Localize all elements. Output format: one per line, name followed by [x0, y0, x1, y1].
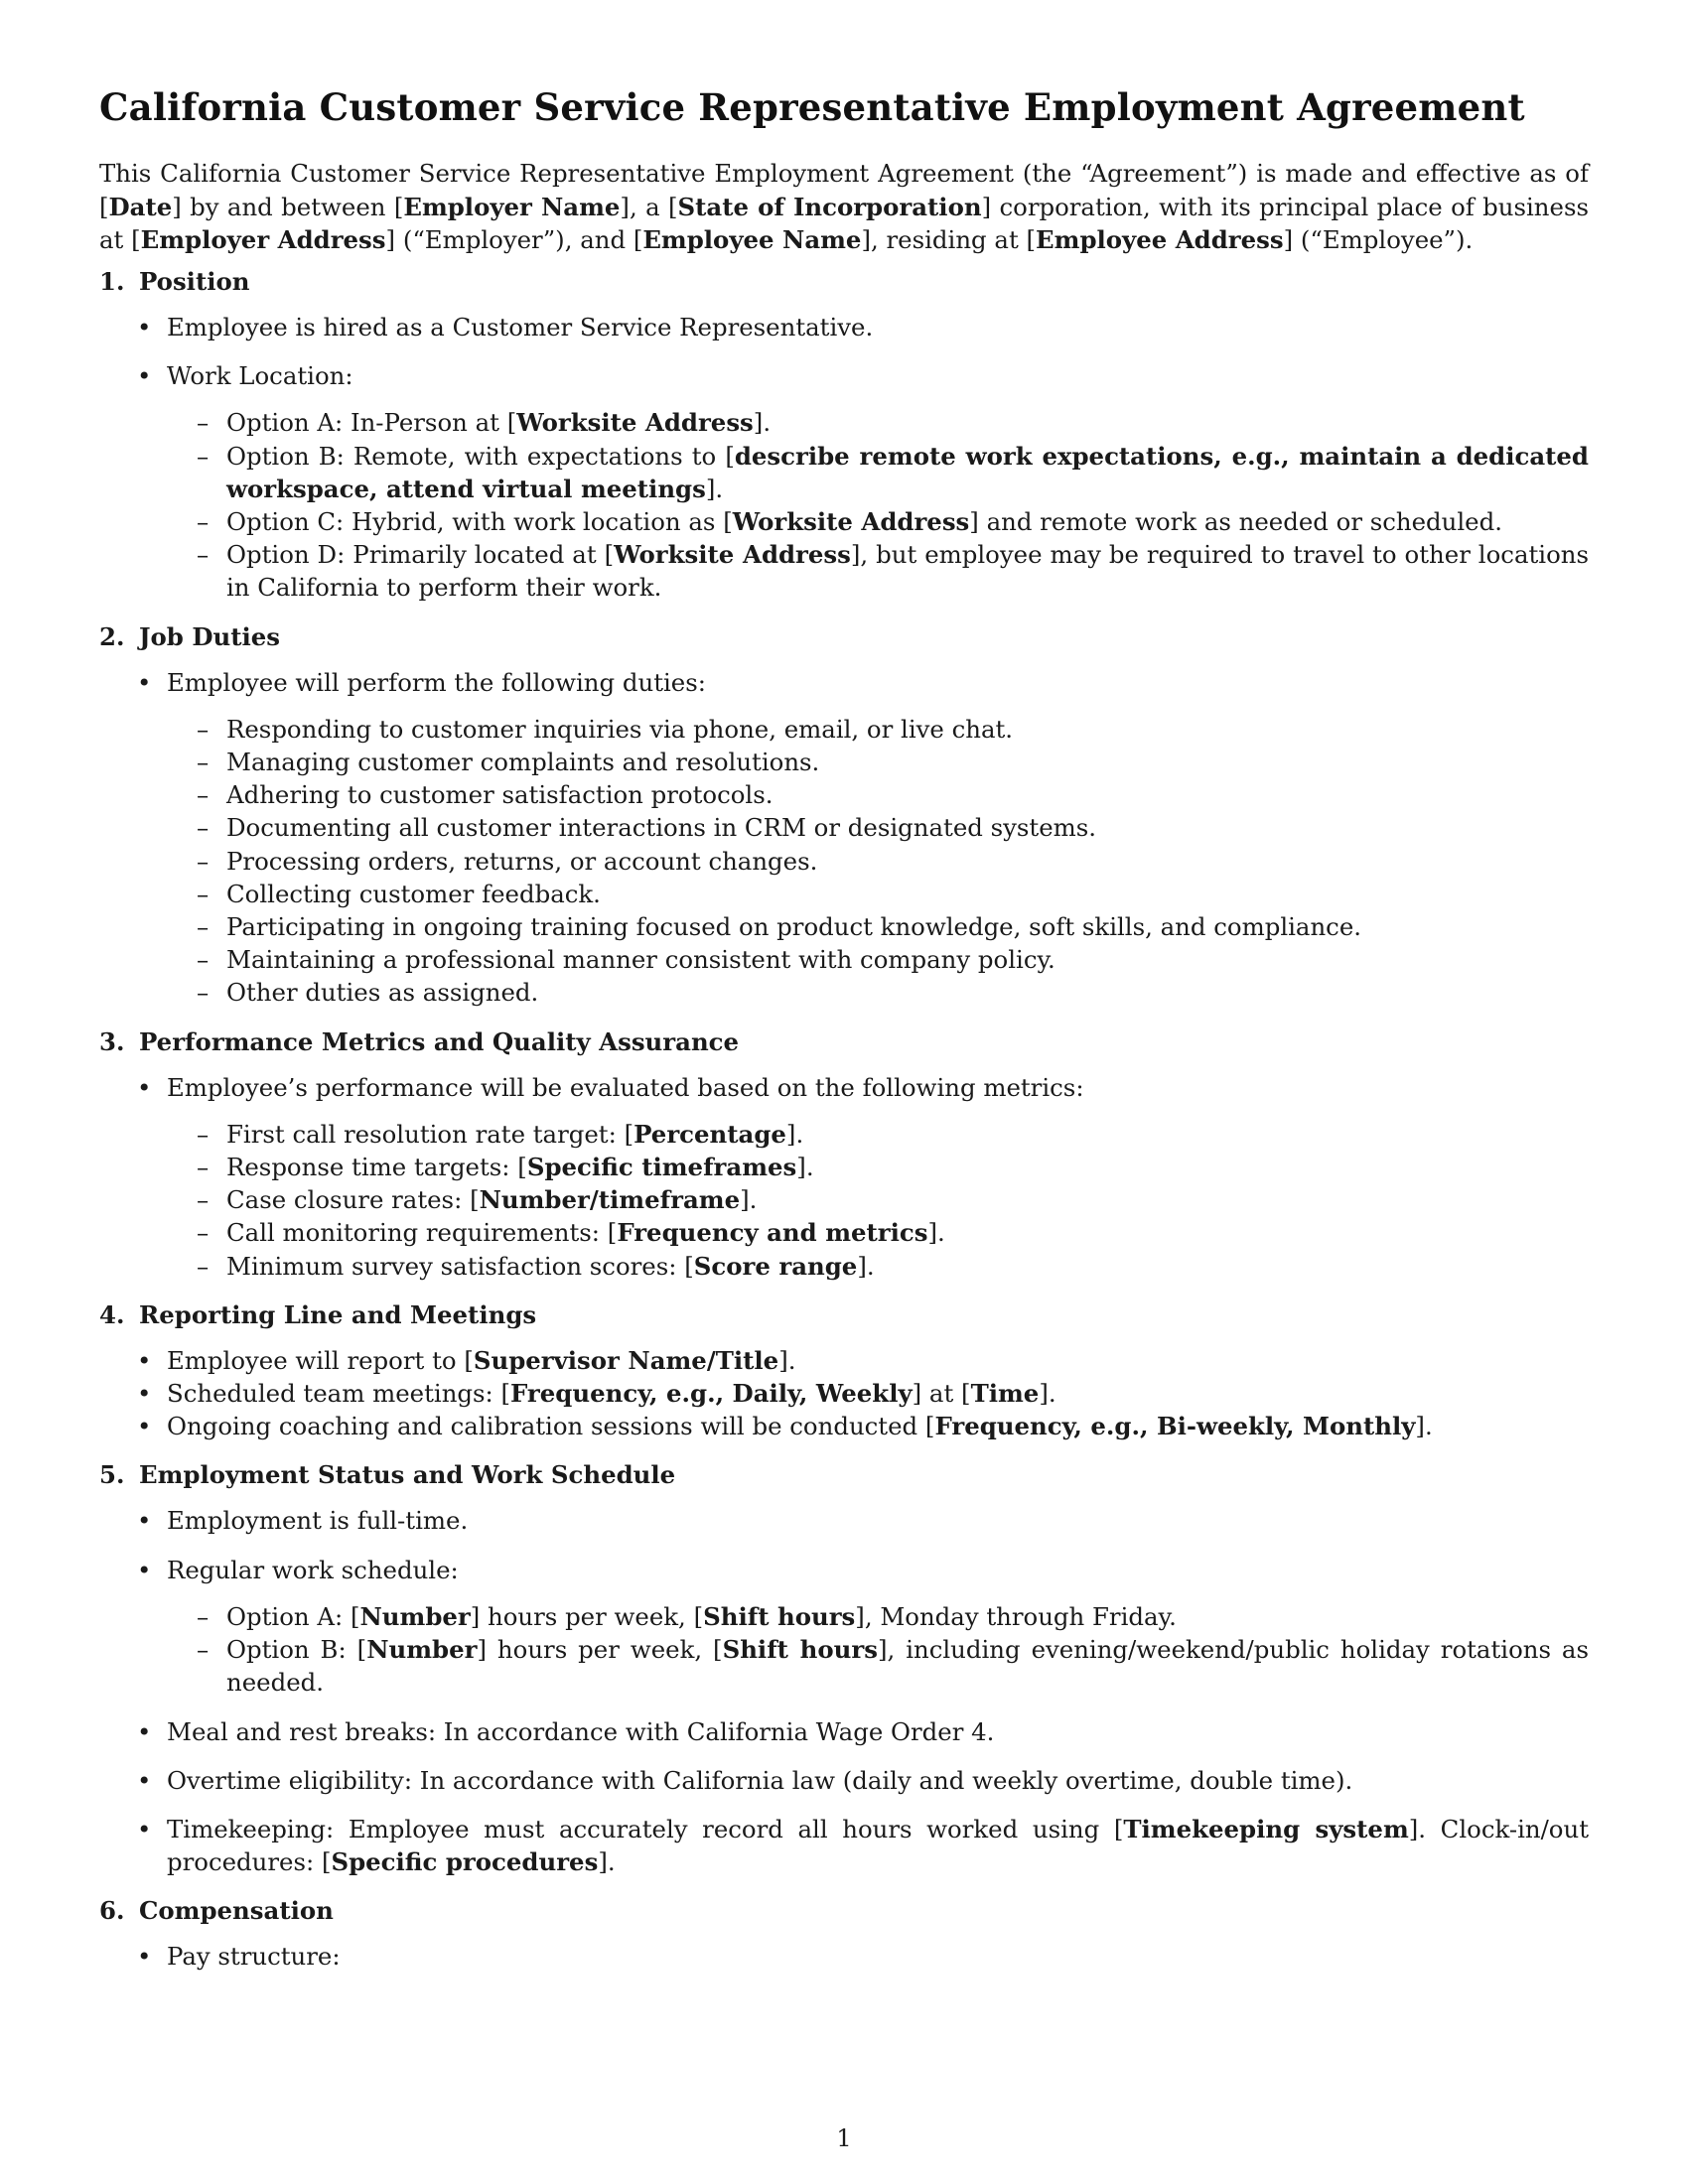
document-title: California Customer Service Representative Employment Agreement: [99, 85, 1525, 129]
list-item: – Option A: [Number] hours per week, [Shift hours], Monday through Friday.: [197, 1600, 1589, 1633]
list-item: • Employee’s performance will be evaluated based on the following metrics: – First call resolution rate target: [Percentage]. – Response time targets: [Specific timeframes]. – Case closure rates: [Number/timeframe]. – Call monitoring requirements: [Frequency and metrics]. – Minimum survey satisfaction scores: [Score range].: [127, 1071, 1589, 1283]
employee-address-field: Employee Address: [1036, 224, 1284, 254]
list-item: • Regular work schedule: – Option A: [Number] hours per week, [Shift hours], Monday through Friday. – Option B: [Number] hours per week, [Shift hours], including evening/weekend/public holiday rotations as needed.: [127, 1554, 1589, 1700]
metric-item: – First call resolution rate target: [Percentage].: [197, 1118, 1589, 1151]
list-item: – Option C: Hybrid, with work location as [Worksite Address] and remote work as needed or scheduled.: [197, 505, 1589, 538]
duty-item: – Collecting customer feedback.: [197, 878, 1589, 910]
list-item: • Employee will report to [Supervisor Name/Title].: [127, 1344, 1589, 1377]
section-position: [99, 265, 1589, 605]
page-number: 1: [836, 2124, 852, 2152]
list-item: • Meal and rest breaks: In accordance with California Wage Order 4.: [127, 1715, 1589, 1748]
date-field: Date: [108, 192, 173, 221]
employer-address-field: Employer Address: [140, 224, 386, 254]
list-item: • Scheduled team meetings: [Frequency, e.g., Daily, Weekly] at [Time].: [127, 1377, 1589, 1410]
list-item: • Work Location: – Option A: In-Person at [Worksite Address]. – Option B: Remote, with expectations to [describe remote work expectations, e.g., maintain a dedicated workspace, attend virtual meetings]. – Option C: Hybrid, with work location as [Worksite Address] and remote work as needed or scheduled. – Option D: Primarily located at [Worksite Address], but employee may be required to travel to other locations in California to perform their work.: [127, 359, 1589, 604]
section-heading: 2. Job Duties: [99, 621, 281, 651]
list-item: • Overtime eligibility: In accordance with California law (daily and weekly overtime, double time).: [127, 1764, 1589, 1797]
section-performance-metrics: [99, 1025, 1589, 1283]
metric-item: – Response time targets: [Specific timeframes].: [197, 1151, 1589, 1183]
metric-item: – Minimum survey satisfaction scores: [Score range].: [197, 1250, 1589, 1283]
employee-name-field: Employee Name: [642, 224, 862, 254]
duty-item: – Adhering to customer satisfaction protocols.: [197, 778, 1589, 811]
section-employment-status: [99, 1458, 1589, 1878]
metric-item: – Case closure rates: [Number/timeframe].: [197, 1183, 1589, 1216]
list-item: • Ongoing coaching and calibration sessions will be conducted [Frequency, e.g., Bi-weekly, Monthly].: [127, 1410, 1589, 1442]
duty-item: – Managing customer complaints and resolutions.: [197, 746, 1589, 778]
section-compensation: [99, 1894, 1589, 1973]
metric-item: – Call monitoring requirements: [Frequency and metrics].: [197, 1216, 1589, 1249]
intro-paragraph: This California Customer Service Representative Employment Agreement (the “Agreement”) is made and effective as of [Date] by and between [Employer Name], a [State of Incorporation] corporation, with its principal place of business at [Employer Address] (“Employer”), and [Employee Name], residing at [Employee Address] (“Employee”).: [99, 159, 1589, 254]
section-heading: 3. Performance Metrics and Quality Assurance: [99, 1026, 740, 1056]
duty-item: – Participating in ongoing training focused on product knowledge, soft skills, and compliance.: [197, 910, 1589, 943]
duty-item: – Documenting all customer interactions in CRM or designated systems.: [197, 811, 1589, 844]
section-heading: 5. Employment Status and Work Schedule: [99, 1460, 676, 1490]
list-item: – Option D: Primarily located at [Worksite Address], but employee may be required to travel to other locations in California to perform their work.: [197, 538, 1589, 604]
list-item: – Option B: Remote, with expectations to [describe remote work expectations, e.g., maintain a dedicated workspace, attend virtual meetings].: [197, 440, 1589, 505]
state-field: State of Incorporation: [677, 192, 982, 221]
duty-item: – Maintaining a professional manner consistent with company policy.: [197, 943, 1589, 976]
duty-item: – Responding to customer inquiries via phone, email, or live chat.: [197, 713, 1589, 746]
section-heading: 6. Compensation: [99, 1896, 334, 1926]
section-job-duties: [99, 620, 1589, 1010]
list-item: • Pay structure:: [127, 1940, 1589, 1973]
list-item: • Employment is full-time.: [127, 1504, 1589, 1537]
list-item: • Timekeeping: Employee must accurately record all hours worked using [Timekeeping system]. Clock-in/out procedures: [Specific procedures].: [127, 1813, 1589, 1878]
list-item: – Option B: [Number] hours per week, [Shift hours], including evening/weekend/public holiday rotations as needed.: [197, 1633, 1589, 1699]
list-item: • Employee is hired as a Customer Service Representative.: [127, 311, 1589, 343]
duty-item: – Processing orders, returns, or account changes.: [197, 845, 1589, 878]
list-item: • Employee will perform the following duties: – Responding to customer inquiries via phone, email, or live chat. – Managing customer complaints and resolutions. – Adhering to customer satisfaction protocols. – Documenting all customer interactions in CRM or designated systems. – Processing orders, returns, or account changes. – Collecting customer feedback. – Participating in ongoing training focused on product knowledge, soft skills, and compliance. – Maintaining a professional manner consistent with company policy. – Other duties as assigned.: [127, 666, 1589, 1010]
list-item: – Option A: In-Person at [Worksite Address].: [197, 406, 1589, 439]
section-heading: 1. Position: [99, 267, 250, 296]
employer-name-field: Employer Name: [403, 192, 621, 221]
section-heading: 4. Reporting Line and Meetings: [99, 1299, 537, 1329]
duty-item: – Other duties as assigned.: [197, 976, 1589, 1009]
section-reporting-line: [99, 1298, 1589, 1443]
document-page: [99, 85, 1589, 1989]
